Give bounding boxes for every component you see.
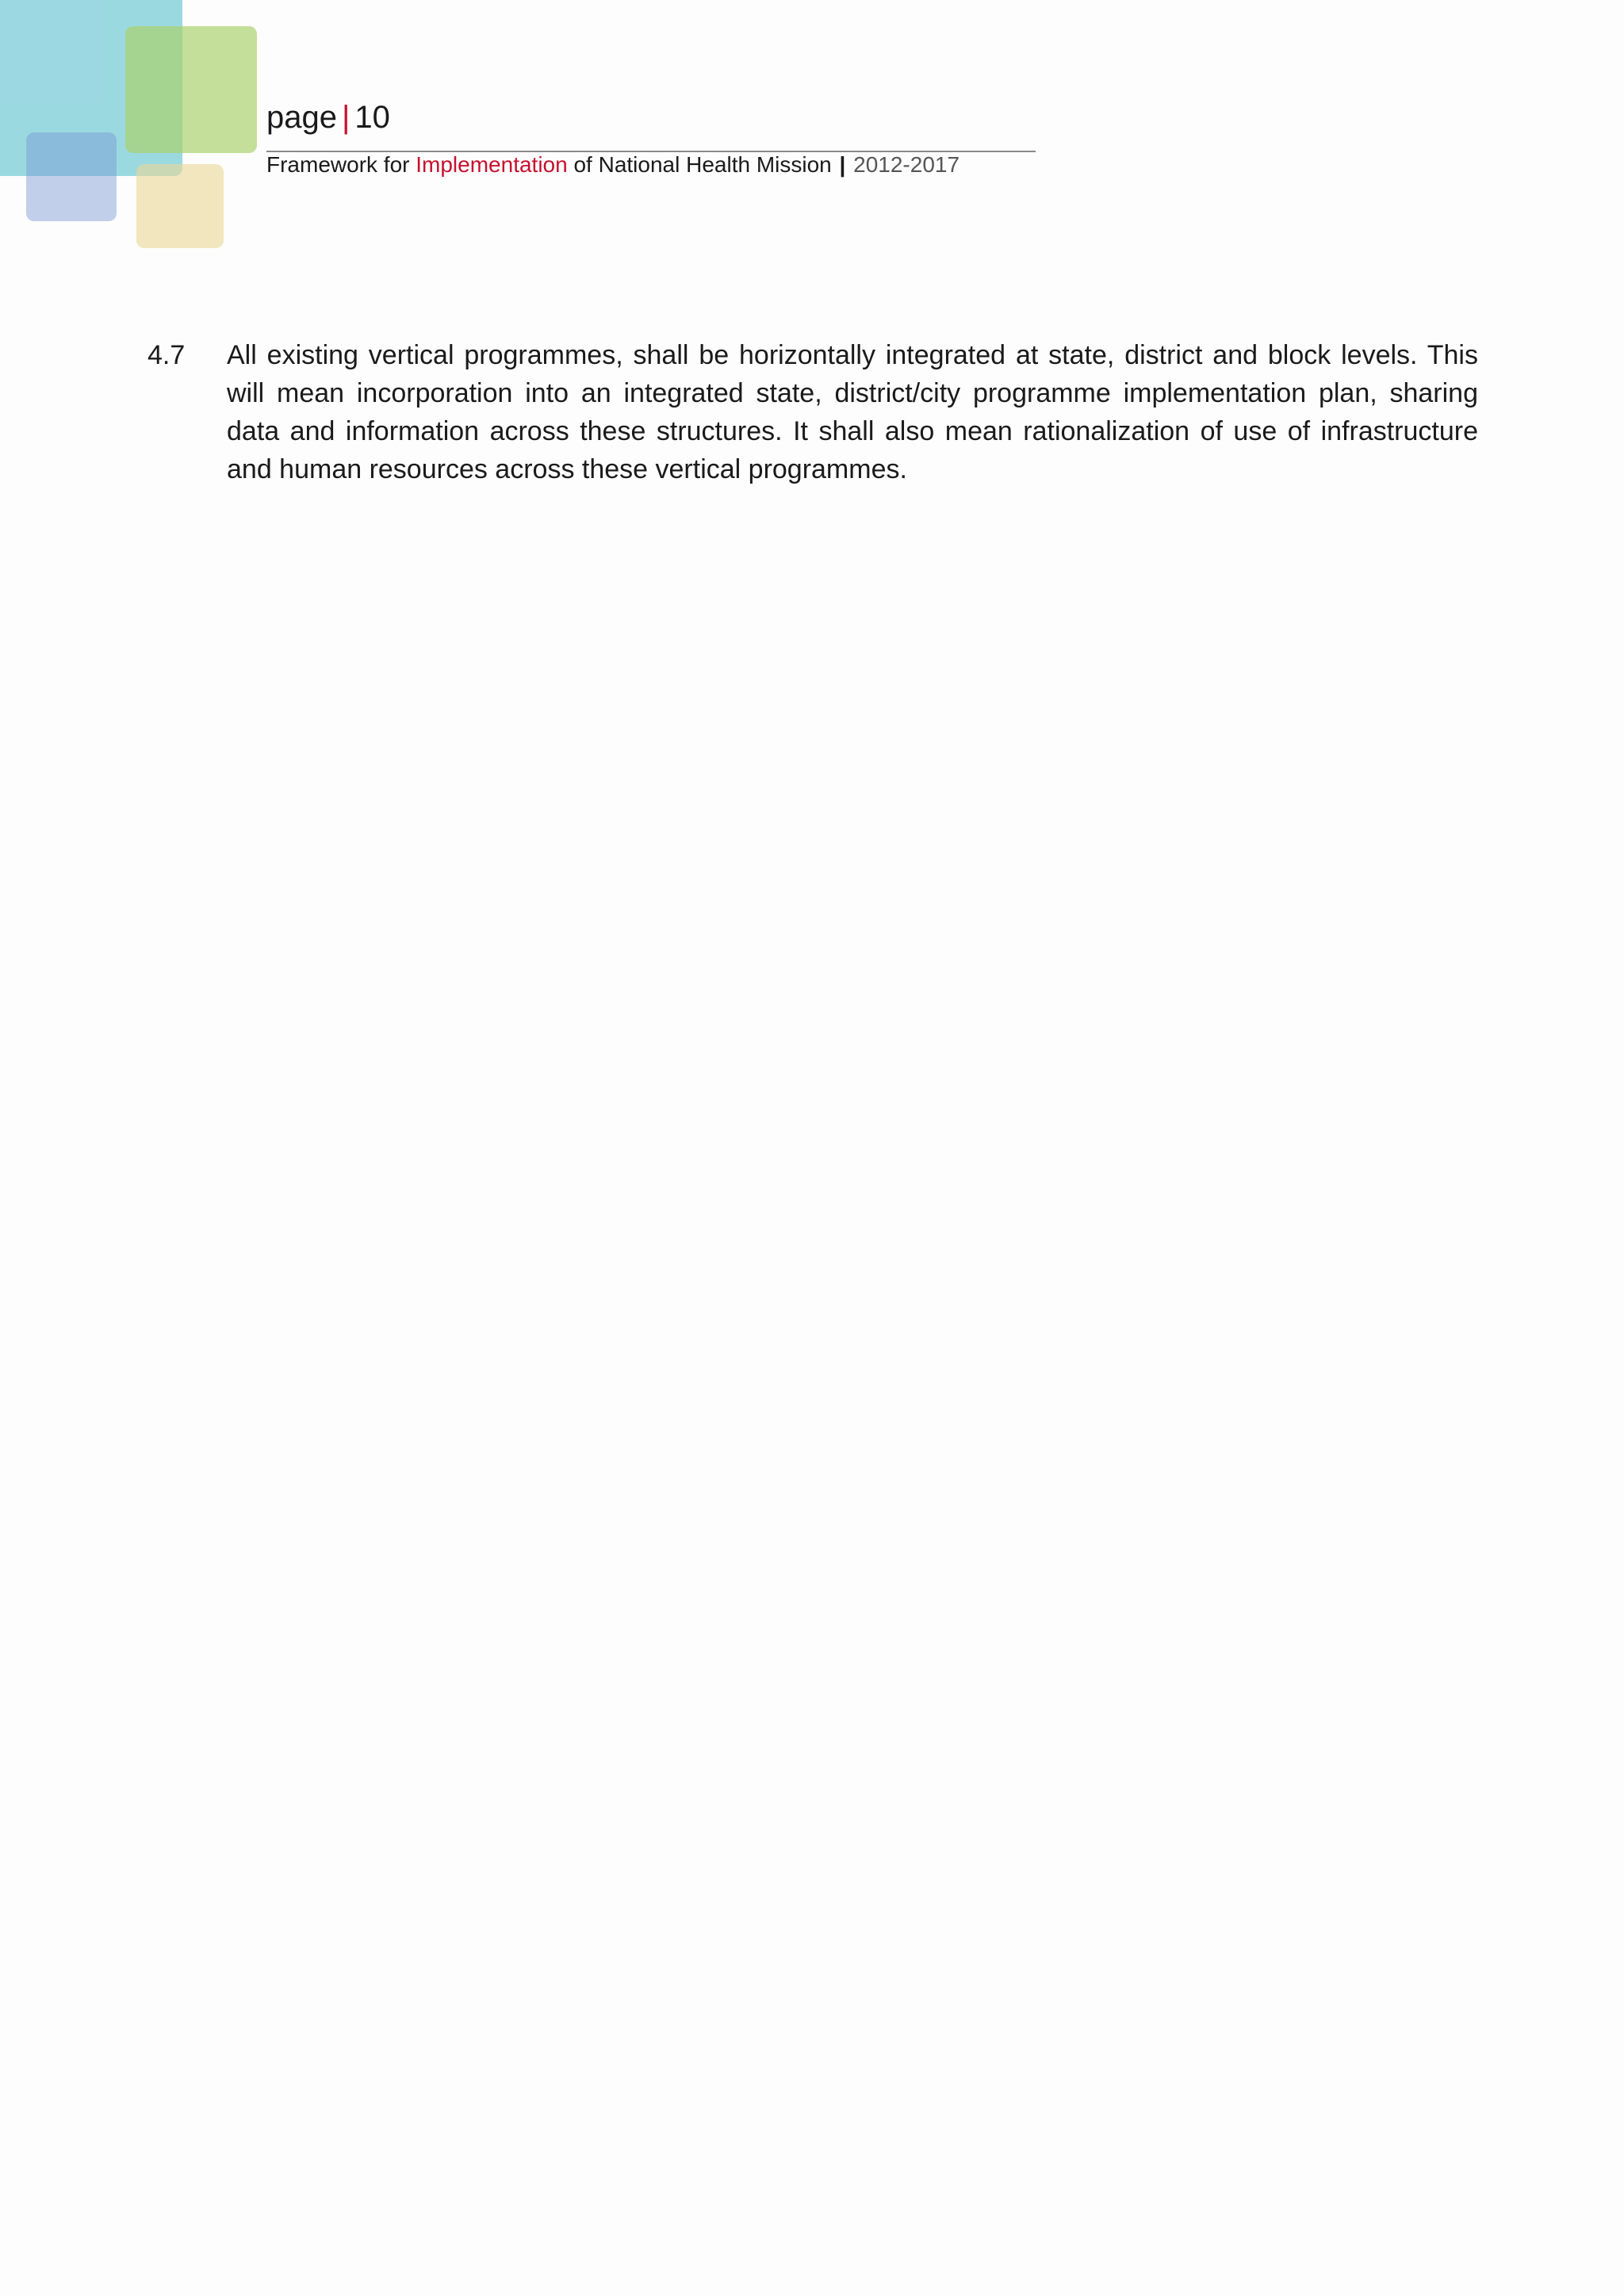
page-separator: | xyxy=(341,100,350,135)
subtitle-highlight: Implementation xyxy=(416,152,568,177)
page-number-header xyxy=(266,101,390,133)
paragraph-text: All existing vertical programmes, shall be horizontally integrated at state, district and block levels. This will mean incorporation into an integrated state, district/city programme implementation plan, sharing data and information across these structures. It shall also mean rationalization of use of infrastructure and human resources across these vertical programmes. xyxy=(227,340,1478,484)
page-number: 10 xyxy=(354,100,390,135)
subtitle-years: 2012-2017 xyxy=(847,152,960,177)
decorative-yellow-square xyxy=(136,164,224,248)
subtitle-bar: | xyxy=(839,152,846,177)
document-subtitle xyxy=(266,152,959,178)
page-label: page xyxy=(266,100,337,135)
decorative-green-square xyxy=(125,26,257,153)
paragraph-number: 4.7 xyxy=(147,340,186,370)
decorative-blue-square xyxy=(26,132,117,221)
subtitle-suffix: of National Health Mission xyxy=(567,152,838,177)
subtitle-prefix: Framework for xyxy=(266,152,416,177)
